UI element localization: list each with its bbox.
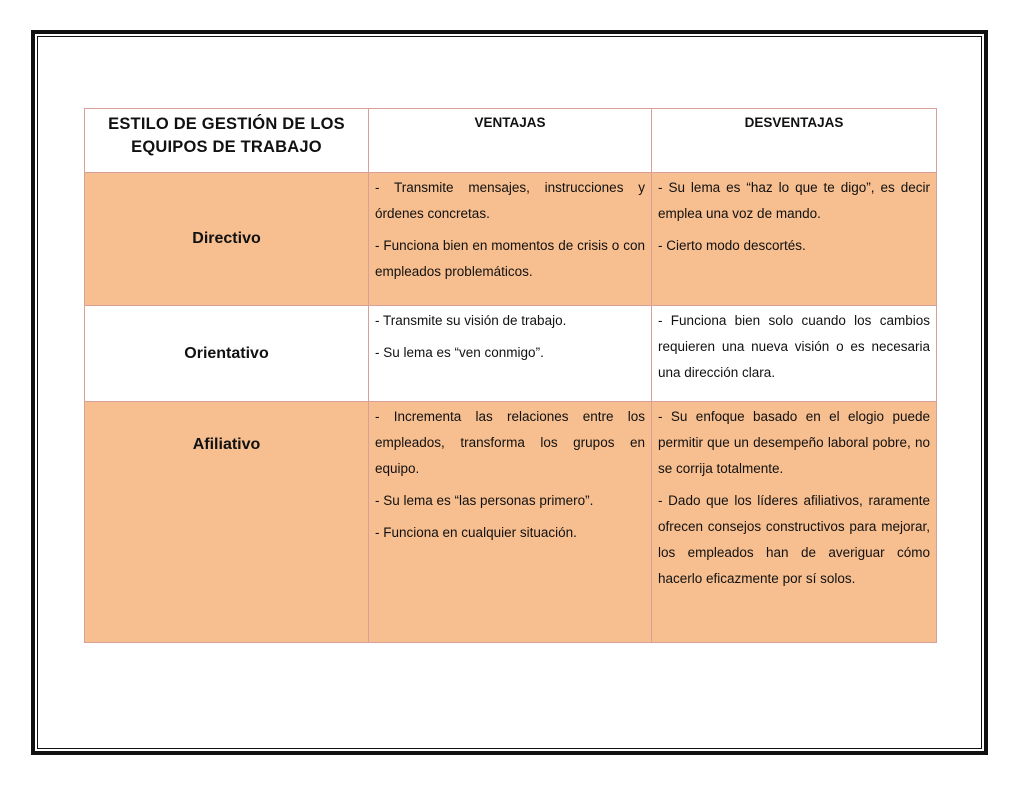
desventaja-item: - Cierto modo descortés.: [658, 238, 806, 253]
ventaja-item: - Funciona en cualquier situación.: [375, 525, 577, 540]
desventaja-item: - Dado que los líderes afiliativos, raramente ofrecen consejos constructivos para mejorar, los empleados han de averiguar cómo hacerlo eficazmente por sí solos.: [658, 493, 930, 586]
desventaja-item: - Su lema es “haz lo que te digo”, es decir emplea una voz de mando.: [658, 180, 930, 221]
style-name-orientativo: Orientativo: [85, 306, 369, 402]
desventaja-item: - Su enfoque basado en el elogio puede permitir que un desempeño laboral pobre, no se corrija totalmente.: [658, 409, 930, 476]
style-name-afiliativo: Afiliativo: [85, 402, 369, 643]
desventajas-orientativo: [652, 306, 937, 402]
ventajas-afiliativo: [369, 402, 652, 643]
ventaja-item: - Su lema es “las personas primero”.: [375, 493, 594, 508]
style-name-directivo: Directivo: [85, 173, 369, 306]
desventajas-afiliativo: [652, 402, 937, 643]
ventaja-item: - Incrementa las relaciones entre los empleados, transforma los grupos en equipo.: [375, 409, 645, 476]
ventajas-directivo: [369, 173, 652, 306]
desventajas-directivo: [652, 173, 937, 306]
table-row-orientativo: [85, 306, 937, 402]
ventajas-orientativo: [369, 306, 652, 402]
management-styles-table: [84, 108, 937, 643]
table-row-directivo: [85, 173, 937, 306]
table-header-row: [85, 109, 937, 173]
ventaja-item: - Transmite mensajes, instrucciones y órdenes concretas.: [375, 180, 645, 221]
ventaja-item: - Su lema es “ven conmigo”.: [375, 345, 544, 360]
desventaja-item: - Funciona bien solo cuando los cambios requieren una nueva visión o es necesaria una dirección clara.: [658, 313, 930, 380]
ventaja-item: - Funciona bien en momentos de crisis o con empleados problemáticos.: [375, 238, 645, 279]
ventaja-item: - Transmite su visión de trabajo.: [375, 313, 567, 328]
header-ventajas: VENTAJAS: [369, 109, 652, 173]
header-desventajas: DESVENTAJAS: [652, 109, 937, 173]
table-row-afiliativo: [85, 402, 937, 643]
header-style: ESTILO DE GESTIÓN DE LOS EQUIPOS DE TRABAJO: [85, 109, 369, 173]
